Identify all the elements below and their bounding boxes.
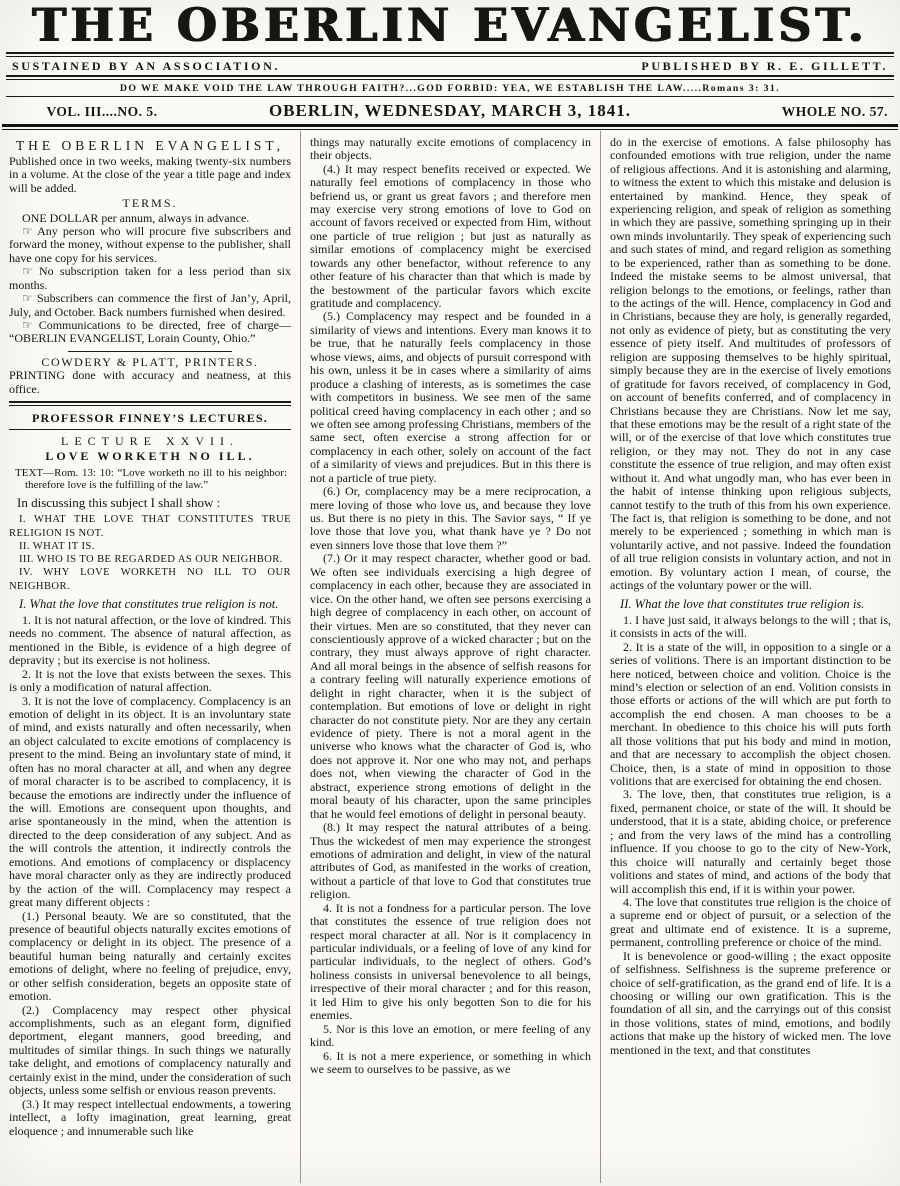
- outline-item: IV. WHY LOVE WORKETH NO ILL TO OUR NEIGHBOR.: [9, 567, 291, 592]
- paragraph: (7.) Or it may respect character, whether good or bad. We often see individuals exercising a high degree of complacency in each other, because they are associated in vice. On the other hand, we often see persons exercising a high degree of complacency in each other, on account of their virtues. Men are so constituted, that they never can conscientiously approve of a wicked character ; but on the contrary, they must always approve of right character. And all moral beings in the absence of selfish reasons for a contrary feeling will naturally experience emotions of delight in right character, when it is the subject of contemplation. But emotions of love or delight in right character do not constitute piety. Nor are they any certain evidence of piety. There is not a moral agent in the universe who knows what the character of God is, who does not approve it. Nor one who may not, and perhaps does not, when viewing the character of God in the abstract, experience strong emotions of delight in the moral beauty of his character, upon the same principles that he would feel emotions of delight in personal beauty.: [310, 551, 591, 821]
- column-container: [0, 131, 900, 1183]
- column-left: [0, 131, 300, 1183]
- paragraph: (4.) It may respect benefits received or expected. We naturally feel emotions of complacency in those who befriend us, or grant us great favors ; and therefore men may exercise very strong emotions of love to God on account of favors received or expected from Him, without one particle of true religion ; but just as naturally as similar emotions of complacency might be exercised towards any other benefactor, without reference to any other feature of his character than that which is made by the bestowment of the particular favors which excite gratitude and complacency.: [310, 161, 591, 311]
- section-heading: I. What the love that constitutes true religion is not.: [19, 596, 279, 611]
- masthead: [0, 1, 900, 130]
- terms-item: ☞ Subscribers can commence the first of Jan’y, April, July, and October. Back numbers furnished when desired.: [9, 291, 291, 319]
- terms-heading: TERMS.: [122, 196, 178, 211]
- printers-note: PRINTING done with accuracy and neatness, at this office.: [9, 368, 291, 396]
- paragraph: do in the exercise of emotions. A false philosophy has confounded emotions with true religion, under the name of religious affections. And it is astonishing and alarming, to witness the extent to which this mistake and delusion is entertained by mankind. Hence, they speak of experiencing religion, and speak of religion as something in which they are passive, something springing up in their own minds involuntarily. They speak of experiencing such and such states of mind, and regard religion as something to be experienced, rather than as something to be done. Indeed the mistake seems to be almost universal, that religion belongs to the emotions, or feelings, rather than to the actings of the will. Hence, complacency in God and in Christians, because they are holy, is generally regarded, not only as evidence of piety, but as constituting the very essence of piety itself. And multitudes of professors of religion are supposing themselves to be highly spiritual, simply because they are in the exercise of lively emotions of gratitude for favors received, of complacency in God, on account of benefits conferred, and of complacency in Christians because they are Christians. Now let me say, that these emotions may be the result of a right state of the will, or of the exercise of that love which constitutes true religion, or they may not. They do not in any case constitute the essence of true religion, and may often exist without it. And what ungodly man, who has ever been in the habit of intense thinking upon religious subjects, cannot testify to the truth of this from his own experience. The fact is, that religion is something to be done, and not merely to be experienced ; something in which man is voluntarily active, and not passive. Indeed the foundation of all true religion consists in voluntary action, and not in emotion. By voluntary action I mean, of course, the actings of the voluntary power or the will.: [610, 134, 891, 593]
- whole-number: WHOLE NO. 57.: [781, 104, 888, 120]
- section-divider: [9, 401, 291, 406]
- publisher-line: [0, 57, 900, 75]
- scripture-text: TEXT—Rom. 13: 10: “Love worketh no ill to his neighbor: therefore love is the fulfilling of the law.”: [15, 466, 287, 492]
- printers-divider: [68, 351, 232, 352]
- paragraph: 2. It is not the love that exists between the sexes. This is only a modification of natural affection.: [9, 666, 291, 695]
- column-right: [600, 131, 900, 1183]
- paragraph: It is benevolence or good-willing ; the exact opposite of selfishness. Selfishness is the supreme preference or choice of self-gratification, as the grand end of life. It is a choosing or willing our own gratification. This is the foundation of all sin, and the carryings out of this consist in those volitions, states of mind, emotions, and bodily actions that make up the history of wicked men. The love mentioned in the text, and that constitutes: [610, 948, 891, 1057]
- sustained-by-text: SUSTAINED BY AN ASSOCIATION.: [12, 59, 280, 74]
- paragraph: 2. It is a state of the will, in opposition to a single or a series of volitions. There is an important distinction to be here noticed, between choice and volition. Choice is the mind’s election or selection of an end. Volition consists in those efforts or actions of the will which are put forth to accomplish the end chosen. A man chooses to be a merchant. In obedience to this choice his will puts forth all those volitions that put his body and mind in motion, and that are necessary to accomplish the object chosen. Choice, then, is a state of mind in opposition to those volitions that are exercised for obtaining the end chosen.: [610, 639, 891, 789]
- lecture-number: LECTURE XXVII.: [61, 433, 239, 448]
- outline-item: III. WHO IS TO BE REGARDED AS OUR NEIGHBOR.: [19, 554, 283, 566]
- paragraph: 3. It is not the love of complacency. Complacency is an emotion of delight in its object. It is an involuntary state of mind, and exists naturally and often necessarily, when an object calculated to excite emotions of complacency is present to the mind. Being an involuntary state of mind, it often has no moral character at all, and when any degree of moral character is to be ascribed to complacency, it is because the emotions are indirectly under the influence of the will. Emotions are consequent upon thoughts, and arise spontaneously in the mind, when the attention is directed to the deep consideration of any subject. And as the will controls the attention, it indirectly controls the emotions. And emotions of complacency or displacency have moral character only as they are indirectly produced by the action of the will. Complacency may respect a great many different objects :: [9, 693, 291, 910]
- paragraph: (5.) Complacency may respect and be founded in a similarity of views and intentions. Every man knows it to be true, that he naturally feels complacency in those whose views, aims, and objects of pursuit correspond with his own, unless it be in cases where a similarity of aims produce a clashing of interests, as is sometimes the case with competitors in business. We see men of the same political creed having complacency in each other ; and so we often see among professing Christians, members of the same sect, often exercise a strong affection for or complacency in each other, solely on account of the fact of a similarity of views and prejudices. But in this there is not a particle of true piety.: [310, 309, 591, 485]
- terms-item: ☞ Any person who will procure five subscribers and forward the money, without expense to the publisher, shall have one copy for his services.: [9, 223, 291, 265]
- lecture-title: LOVE WORKETH NO ILL.: [45, 449, 255, 464]
- paragraph: 4. The love that constitutes true religion is the choice of a supreme end or object of pursuit, or a selection of the great and ultimate end of existence. It is a supreme, permanent, controlling preference or choice of the mind.: [610, 894, 891, 950]
- paragraph: (2.) Complacency may respect other physical accomplishments, such as an elegant form, dignified deportment, elegant manners, good breeding, and multitudes of similar things. In such things we naturally take delight, and emotions of complacency naturally and certainly exist in the mind, under the consideration of such objects, unless some selfish or envious reason prevents.: [9, 1002, 291, 1098]
- column-middle: [300, 131, 600, 1183]
- terms-item: ☞ Communications to be directed, free of charge— “OBERLIN EVANGELIST, Lorain County, Ohio.”: [9, 318, 291, 346]
- lecture-intro: In discussing this subject I shall show :: [17, 494, 221, 510]
- outline-item: II. WHAT IT IS.: [19, 540, 95, 552]
- paragraph: 3. The love, then, that constitutes true religion, is a fixed, permanent choice, or state of the will. It should be understood, that it is a state, abiding choice, or preference ; and from the very laws of the mind has a controlling influence. If you choose to go to the city of New-York, this choice will naturally and certainly beget those volitions and states of mind, and actions of the body that will accomplish this end, if it is within your power.: [610, 787, 891, 896]
- printers-name: COWDERY & PLATT, PRINTERS.: [41, 354, 259, 369]
- paragraph: 1. I have just said, it always belongs to the will ; that is, it consists in acts of the will.: [610, 612, 891, 641]
- dateline: OBERLIN, WEDNESDAY, MARCH 3, 1841.: [268, 101, 632, 121]
- paragraph: 4. It is not a fondness for a particular person. The love that constitutes the essence of true religion does not respect moral character at all. Nor is it complacency in particular individuals, or a feeling of love of any kind for particular individuals, to the neglect of others. God’s holiness consists in universal benevolence to all beings, irrespective of their moral character ; and for this reason, it led Him to give his only begotten Son to die for his enemies.: [310, 900, 591, 1023]
- prospectus-intro: Published once in two weeks, making twenty-six numbers in a volume. At the close of the year a title page and index will be added.: [9, 153, 291, 195]
- published-by-text: PUBLISHED BY R. E. GILLETT.: [641, 59, 888, 74]
- paragraph: (3.) It may respect intellectual endowments, a towering intellect, a lofty imagination, great learning, great eloquence ; and innumerable such like: [9, 1096, 291, 1138]
- masthead-title: THE OBERLIN EVANGELIST.: [32, 0, 868, 52]
- masthead-bottom-rule: [2, 124, 898, 130]
- paragraph: 1. It is not natural affection, or the love of kindred. This needs no comment. The absence of natural affection, as mentioned in the Bible, is evidence of a high degree of depravity ; but its exercise is not holiness.: [9, 612, 291, 668]
- terms-item: ☞ No subscription taken for a less period than six months.: [9, 264, 291, 292]
- outline-item: I. WHAT THE LOVE THAT CONSTITUTES TRUE RELIGION IS NOT.: [9, 514, 291, 539]
- motto-text: DO WE MAKE VOID THE LAW THROUGH FAITH?...GOD FORBID: YEA, WE ESTABLISH THE LAW.....Romans 3: 31.: [119, 83, 781, 95]
- paragraph: things may naturally excite emotions of complacency in their objects.: [310, 134, 591, 163]
- lecture-series-title: PROFESSOR FINNEY’S LECTURES.: [9, 410, 291, 429]
- prospectus-title: THE OBERLIN EVANGELIST,: [15, 137, 285, 153]
- volume-line: [0, 97, 900, 124]
- paragraph: (1.) Personal beauty. We are so constituted, that the presence of beautiful objects naturally excites emotions of complacency or delight in its object. The presence of a beautiful human being naturally and certainly excites emotions of delight, where no feeling of prejudice, envy, or other selfish consideration, begets an opposite state of emotion.: [9, 908, 291, 1004]
- paragraph: 6. It is not a mere experience, or something in which we seem to ourselves to be passive, as we: [310, 1048, 591, 1076]
- section-heading: II. What the love that constitutes true religion is.: [620, 596, 865, 611]
- paragraph: (6.) Or, complacency may be a mere reciprocation, a mere loving of those who love us, and because they love us. But there is no piety in this. The Savior says, “ If ye love those that love you, what thank have ye ? Do not even sinners love those that love them ?”: [310, 484, 591, 552]
- terms-item: ONE DOLLAR per annum, always in advance.: [22, 210, 250, 225]
- paragraph: 5. Nor is this love an emotion, or mere feeling of any kind.: [310, 1021, 591, 1050]
- paragraph: (8.) It may respect the natural attributes of a being. Thus the wickedest of men may experience the strongest emotions of admiration and delight, in view of the natural attributes of God, as manifested in the works of creation, without a particle of that love to God that constitutes true religion.: [310, 820, 591, 902]
- volume-number: VOL. III....NO. 5.: [46, 104, 158, 120]
